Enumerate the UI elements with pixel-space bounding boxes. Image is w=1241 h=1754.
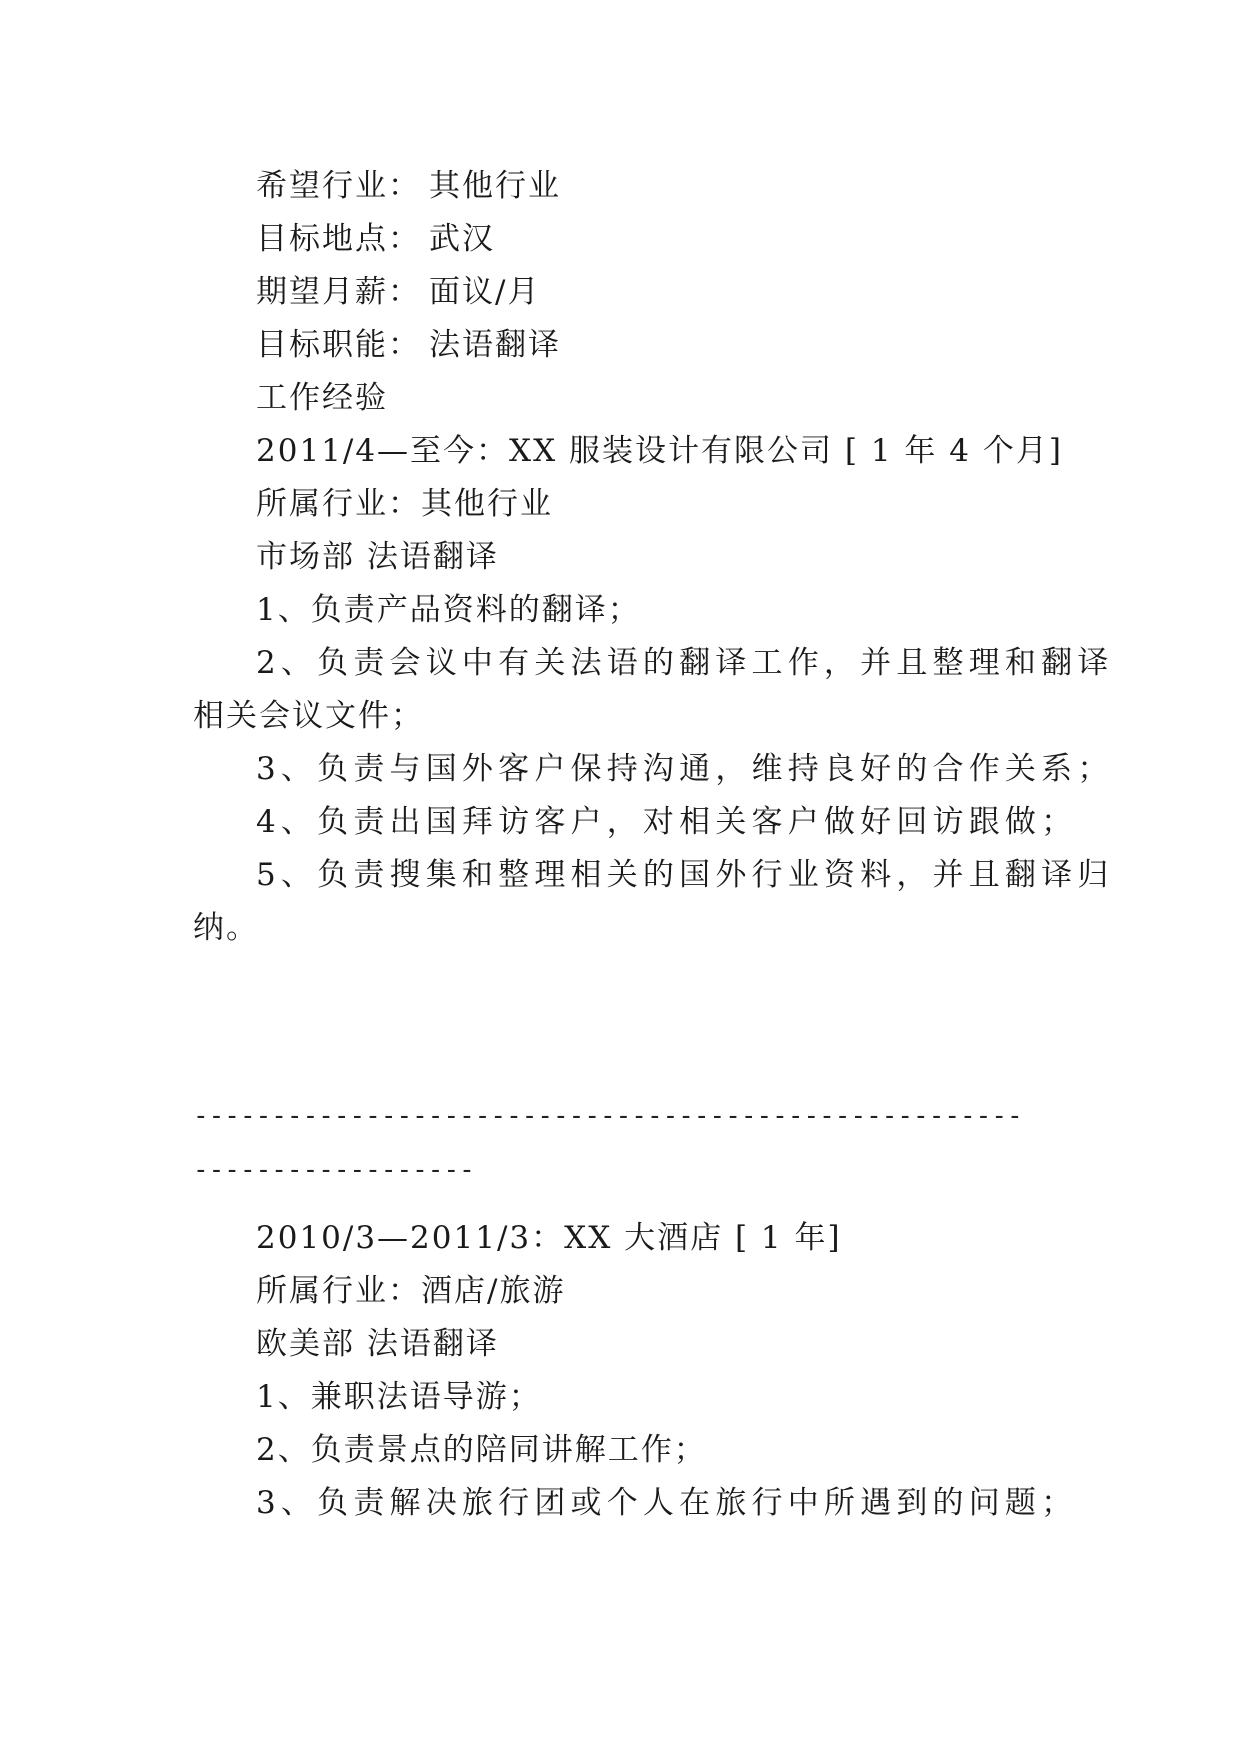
job1-duty-4: 4、负责出国拜访客户，对相关客户做好回访跟做； <box>256 804 1078 840</box>
expected-salary-row <box>256 272 540 312</box>
job1-duty-5-line-1: 5、负责搜集和整理相关的国外行业资料，并且翻译归 <box>256 857 1114 893</box>
target-function-value: 法语翻译 <box>429 327 561 363</box>
target-location-label: 目标地点： <box>256 221 421 257</box>
target-function-row <box>256 325 561 365</box>
target-location-row <box>256 219 495 259</box>
job1-duty-5-line-2: 纳。 <box>193 910 259 946</box>
expected-salary-label: 期望月薪： <box>256 274 421 310</box>
job1-duty-1: 1、负责产品资料的翻译； <box>256 592 641 628</box>
preferred-industry-row <box>256 166 561 206</box>
job2-period: 2010/3—2011/3：XX 大酒店 [ 1 年] <box>256 1220 842 1256</box>
job1-duty-2-line-2: 相关会议文件； <box>193 698 424 734</box>
target-function-label: 目标职能： <box>256 327 421 363</box>
job2-duty-2: 2、负责景点的陪同讲解工作； <box>256 1432 707 1468</box>
job1-duty-2-line-1: 2、负责会议中有关法语的翻译工作，并且整理和翻译 <box>256 645 1114 681</box>
preferred-industry-value: 其他行业 <box>429 168 561 204</box>
job2-duty-3: 3、负责解决旅行团或个人在旅行中所遇到的问题； <box>256 1485 1078 1521</box>
job2-department: 欧美部 法语翻译 <box>256 1326 499 1362</box>
separator-line-1: ----------------------------------------------------- <box>193 1101 1023 1131</box>
separator-line-2: ------------------ <box>193 1155 475 1185</box>
expected-salary-value: 面议/月 <box>429 274 541 310</box>
preferred-industry-label: 希望行业： <box>256 168 421 204</box>
job1-period: 2011/4—至今：XX 服装设计有限公司 [ 1 年 4 个月] <box>256 433 1063 469</box>
job1-duty-3: 3、负责与国外客户保持沟通，维持良好的合作关系； <box>256 751 1114 787</box>
work-experience-heading: 工作经验 <box>256 380 388 416</box>
job1-industry: 所属行业：其他行业 <box>256 486 553 522</box>
target-location-value: 武汉 <box>429 221 495 257</box>
job2-duty-1: 1、兼职法语导游； <box>256 1379 542 1415</box>
job2-industry: 所属行业：酒店/旅游 <box>256 1273 566 1309</box>
job1-department: 市场部 法语翻译 <box>256 539 499 575</box>
